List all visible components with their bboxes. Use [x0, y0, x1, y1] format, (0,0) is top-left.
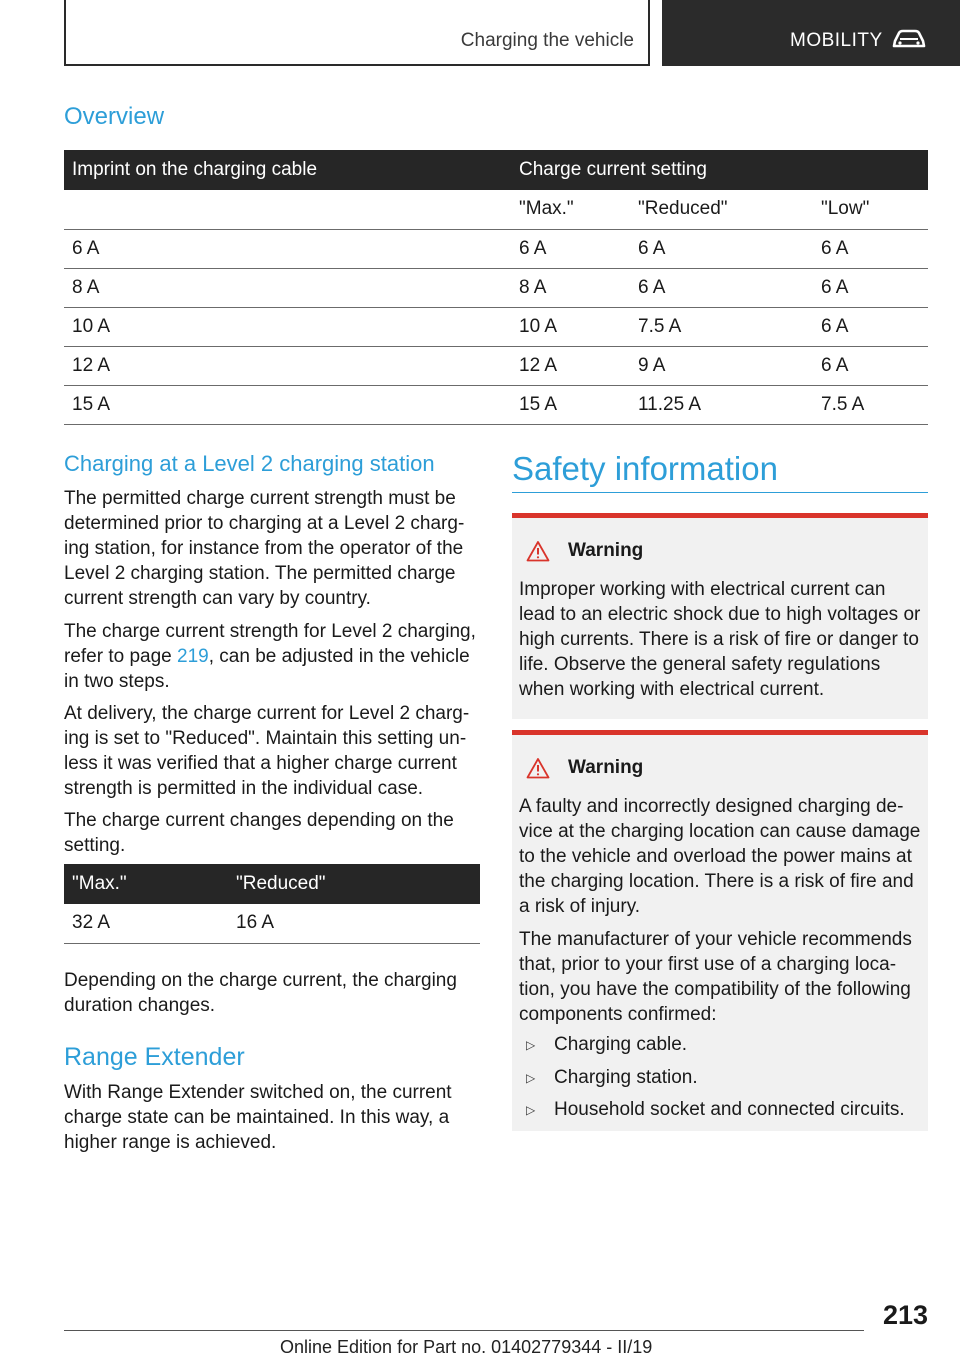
table-cell: 6 A	[813, 307, 928, 346]
column-header: Charge current setting	[511, 150, 928, 190]
table-cell: 6 A	[813, 346, 928, 385]
warning-title: Warning	[568, 540, 644, 561]
safety-heading: Safety information	[512, 450, 778, 487]
warning-header	[526, 757, 643, 779]
bullet-triangle-icon: ▷	[526, 1103, 536, 1118]
overview-table-header	[64, 150, 928, 190]
warning-triangle-icon	[526, 757, 550, 779]
column-header: Imprint on the charging cable	[64, 150, 511, 190]
table-cell: 7.5 A	[813, 385, 928, 424]
warning-box-2	[512, 730, 928, 1131]
level2-paragraph-4: The charge current changes depending on the setting.	[64, 810, 454, 856]
table-row	[64, 190, 928, 229]
level2-paragraph-5: Depending on the charge current, the charging duration changes.	[64, 970, 457, 1016]
table-cell: 12 A	[64, 346, 511, 385]
level2-paragraph-1: The permitted charge current strength must be determined prior to charging at a Level 2 charging station, for instance from the operator of the Level 2 charging station. The permitted charge current strength can vary by country.	[64, 488, 465, 609]
level2-paragraph-2	[64, 619, 476, 694]
table-row	[64, 385, 928, 424]
level2-heading: Charging at a Level 2 charging station	[64, 451, 435, 476]
table-cell: 32 A	[64, 904, 228, 943]
list-item	[526, 1062, 926, 1095]
component-list	[526, 1029, 926, 1127]
list-item-text: Household socket and connected circuits.	[554, 1099, 905, 1121]
table-row	[64, 346, 928, 385]
table-cell: "Max."	[511, 190, 630, 229]
column-header: "Max."	[64, 864, 228, 904]
list-item	[526, 1094, 926, 1127]
table-cell: "Low"	[813, 190, 928, 229]
warning-header	[526, 540, 643, 562]
table-cell: "Reduced"	[630, 190, 813, 229]
charge-current-table	[64, 864, 480, 944]
paragraph-text: , can be adjusted in the vehicle in two steps.	[64, 646, 470, 692]
table-cell: 11.25 A	[630, 385, 813, 424]
table-cell: 9 A	[630, 346, 813, 385]
level2-paragraph-3: At delivery, the charge current for Level 2 charging is set to "Reduced". Maintain this setting unless it was verified that a higher charge current strength is permitted in the individual case.	[64, 703, 470, 799]
table-cell: 8 A	[511, 268, 630, 307]
column-header: "Reduced"	[228, 864, 480, 904]
table-cell: 10 A	[64, 307, 511, 346]
page-reference-link[interactable]: 219	[177, 646, 209, 667]
table-cell: 6 A	[813, 268, 928, 307]
warning-text: A faulty and incorrectly designed charging device at the charging location can cause damage to the vehicle and overload the power mains at the charging location. There is a risk of fire and a risk of injury.	[519, 796, 921, 917]
table-cell: 6 A	[630, 268, 813, 307]
list-item	[526, 1029, 926, 1062]
bullet-triangle-icon: ▷	[526, 1038, 536, 1053]
table-cell: 6 A	[64, 229, 511, 268]
table-cell: 10 A	[511, 307, 630, 346]
range-extender-heading: Range Extender	[64, 1043, 245, 1071]
table-row	[64, 904, 480, 943]
table-cell	[64, 190, 511, 229]
header-chapter-box	[64, 0, 650, 66]
warning-triangle-icon	[526, 540, 550, 562]
page-number: 213	[882, 1300, 928, 1330]
overview-heading: Overview	[64, 103, 165, 130]
warning-title: Warning	[568, 757, 644, 778]
section-title: MOBILITY	[790, 30, 883, 51]
list-item-text: Charging cable.	[554, 1034, 688, 1056]
warning-box-1	[512, 513, 928, 719]
table-cell: 15 A	[511, 385, 630, 424]
table-cell: 8 A	[64, 268, 511, 307]
range-extender-paragraph: With Range Extender switched on, the current charge state can be maintained. In this way, a higher range is achieved.	[64, 1082, 452, 1153]
warning-text: Improper working with electrical current can lead to an electric shock due to high voltages or high currents. There is a risk of fire or danger to life. Observe the general safety regulations when working with electrical current.	[519, 579, 921, 700]
car-icon	[892, 29, 926, 49]
table-cell: 16 A	[228, 904, 480, 943]
table-row	[64, 268, 928, 307]
charge-current-table-header	[64, 864, 480, 904]
overview-table	[64, 150, 928, 425]
footer-divider	[64, 1330, 864, 1331]
list-item-text: Charging station.	[554, 1066, 698, 1088]
table-cell: 15 A	[64, 385, 511, 424]
table-cell: 6 A	[630, 229, 813, 268]
paragraph-text: The charge current strength for Level 2 charging, refer to page	[64, 621, 476, 667]
footer-edition: Online Edition for Part no. 01402779344 - II/19	[280, 1337, 653, 1357]
table-cell: 12 A	[511, 346, 630, 385]
table-row	[64, 229, 928, 268]
table-cell: 7.5 A	[630, 307, 813, 346]
bullet-triangle-icon: ▷	[526, 1070, 536, 1085]
header-section-box	[662, 0, 960, 66]
table-cell: 6 A	[511, 229, 630, 268]
table-cell: 6 A	[813, 229, 928, 268]
warning-text-2: The manufacturer of your vehicle recommends that, prior to your first use of a charging location, you have the compatibility of the following components confirmed:	[519, 929, 912, 1025]
divider	[512, 492, 928, 493]
chapter-title: Charging the vehicle	[460, 30, 634, 51]
table-row	[64, 307, 928, 346]
